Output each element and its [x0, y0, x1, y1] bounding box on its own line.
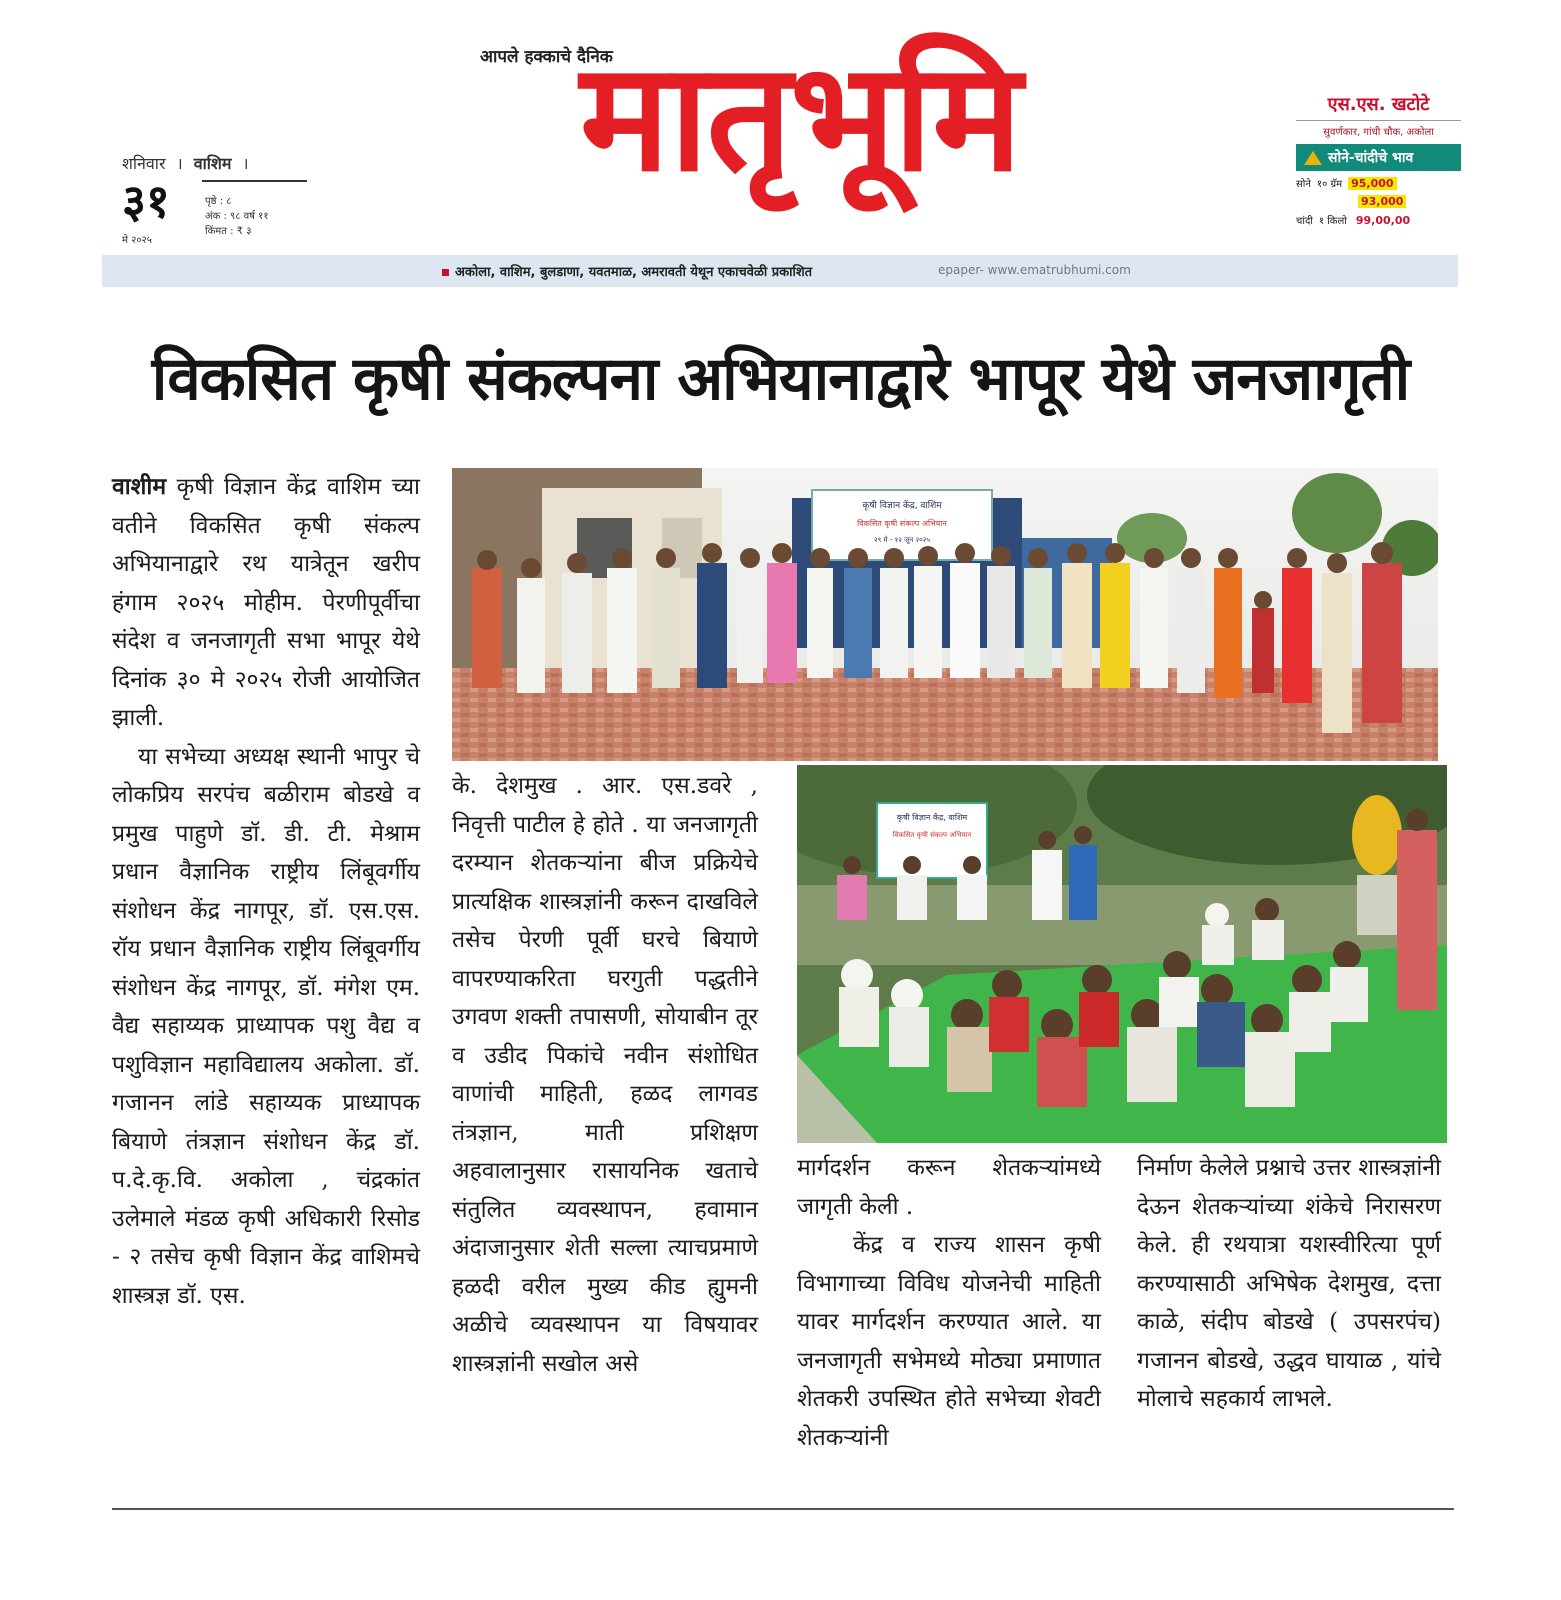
gold-price-row	[1296, 176, 1461, 190]
dateline: वाशीम	[112, 473, 167, 500]
banner2-text-2: विकसित कृषी संकल्प अभियान	[892, 831, 972, 839]
date-number: ३१	[122, 174, 170, 228]
divider	[202, 180, 307, 182]
issue-price: किंमत : ₹ ३	[205, 226, 252, 237]
gold-label: सोने	[1296, 179, 1311, 190]
banner2-text-1: कृषी विज्ञान केंद्र, वाशिम	[896, 813, 968, 822]
article-column-1	[112, 468, 420, 1315]
gold-price-2: 93,000	[1358, 195, 1406, 208]
day-row: शनिवार । वाशिम ।	[122, 154, 249, 173]
meeting-photo	[797, 765, 1447, 1143]
paragraph-4: केंद्र व राज्य शासन कृषी विभागाच्या विविध योजनेची माहिती यावर मार्गदर्शन करण्यात आले. या जनजागृती सभेमध्ये मोठ्या प्रमाणात शेतकरी उपस्थित होते सभेच्या शेवटी शेतकऱ्यांनी	[797, 1232, 1101, 1451]
newspaper-tagline: आपले हक्काचे दैनिक	[480, 47, 613, 67]
paragraph-1: कृषी विज्ञान केंद्र वाशिम च्या वतीने विकसित कृषी संकल्प अभियानाद्वारे रथ यात्रेतून खरीप हंगाम २०२५ मोहीम. पेरणीपूर्वीचा संदेश व जनजागृती सभा भापूर येथे दिनांक ३० मे २०२५ रोजी आयोजित झाली.	[112, 474, 421, 731]
group-photo	[452, 468, 1438, 761]
ad-brand: एस.एस. खटोटे	[1327, 94, 1430, 115]
ad-header: सोने-चांदीचे भाव	[1296, 144, 1461, 171]
day-name: शनिवार	[122, 154, 166, 173]
group-photo-image	[452, 468, 1438, 761]
gold-unit: १० ग्रॅम	[1316, 179, 1343, 190]
banner-text-3: २९ मे - १२ जून २०२५	[873, 536, 931, 544]
city-name: वाशिम	[193, 154, 232, 173]
article-column-2: के. देशमुख . आर. एस.डवरे , निवृत्ती पाटील हे होते . या जनजागृती दरम्यान शेतकऱ्यांना बीज प्रक्रियेचे प्रात्यक्षिक शास्त्रज्ञांनी करून दाखविले तसेच पेरणी पूर्वी घरचे बियाणे वापरण्याकरिता घरगुती पद्धतीने उगवण शक्ती तपासणी, सोयाबीन तूर व उडीद पिकांचे नवीन संशोधित वाणांची माहिती, हळद लागवड तंत्रज्ञान, माती प्रशिक्षण अहवालानुसार रासायनिक खताचे संतुलित व्यवस्थापन, हवामान अंदाजानुसार शेती सल्ला त्याचप्रमाणे हळदी वरील मुख्य कीड ह्युमनी अळीचे व्यवस्थापन या विषयावर शास्त्रज्ञांनी सखोल असे	[452, 773, 758, 1377]
gold-heap-icon	[1304, 151, 1322, 165]
article-headline: विकसित कृषी संकल्पना अभियानाद्वारे भापूर येथे जनजागृती	[151, 344, 1410, 414]
bullet-icon	[442, 269, 449, 276]
article-column-3	[797, 1149, 1101, 1457]
banner-text-1: कृषी विज्ञान केंद्र, वाशिम	[862, 501, 942, 511]
pages-count: पृष्ठे : ८	[205, 196, 232, 207]
silver-unit: १ किलो	[1318, 216, 1347, 227]
date-block	[122, 152, 307, 246]
epaper-url: epaper- www.ematrubhumi.com	[938, 263, 1131, 277]
gold-price-ad	[1296, 92, 1461, 227]
silver-price-row	[1296, 213, 1461, 227]
editions-text: अकोला, वाशिम, बुलडाणा, यवतमाळ, अमरावती येथून एकाचवेळी प्रकाशित	[455, 265, 813, 280]
gold-price: 95,000	[1348, 177, 1396, 190]
silver-label: चांदी	[1296, 216, 1313, 227]
meeting-photo-image	[797, 765, 1447, 1143]
edition-strip	[102, 255, 1458, 287]
paragraph-3: मार्गदर्शन करून शेतकऱ्यांमध्ये जागृती केली .	[797, 1155, 1101, 1220]
silver-price: 99,00,00	[1355, 213, 1411, 227]
ad-address: सुवर्णकार, गांधी चौक, अकोला	[1296, 120, 1461, 138]
paragraph-2: या सभेच्या अध्यक्ष स्थानी भापुर चे लोकप्रिय सरपंच बळीराम बोडखे व प्रमुख पाहुणे डॉ. डी. टी. मेश्राम प्रधान वैज्ञानिक राष्ट्रीय लिंबूवर्गीय संशोधन केंद्र नागपूर, डॉ. एस.एस. रॉय प्रधान वैज्ञानिक राष्ट्रीय लिंबूवर्गीय संशोधन केंद्र नागपूर, डॉ. मंगेश एम. वैद्य सहाय्यक प्राध्यापक पशु वैद्य व पशुविज्ञान महाविद्यालय अकोला. डॉ. गजानन लांडे सहाय्यक प्राध्यापक बियाणे तंत्रज्ञान संशोधन केंद्र डॉ. प.दे.कृ.वि. अकोला , चंद्रकांत उलेमाले मंडळ कृषी अधिकारी रिसोड - २ तसेच कृषी विज्ञान केंद्र वाशिमचे शास्त्रज्ञ डॉ. एस.	[112, 743, 420, 1309]
newspaper-title: मातृभूमि	[579, 31, 1021, 205]
edition-info	[205, 194, 269, 239]
banner-text-2: विकसित कृषी संकल्प अभियान	[857, 519, 947, 528]
date-month: मे २०२५	[122, 235, 152, 246]
article-column-4: निर्माण केलेले प्रश्नाचे उत्तर शास्त्रज्ञांनी देऊन शेतकऱ्यांच्या शंकेचे निरासरण केले. ही रथयात्रा यशस्वीरित्या पूर्ण करण्यासाठी अभिषेक देशमुख, दत्ता काळे, संदीप बोडखे ( उपसरपंच) गजानन बोडखे, उद्धव घायाळ , यांचे मोलाचे सहकार्य लाभले.	[1137, 1155, 1441, 1412]
issue-number: अंक : ९८ वर्ष ११	[205, 211, 269, 222]
bottom-divider	[112, 1508, 1454, 1510]
gold-price-row-2	[1296, 195, 1461, 208]
